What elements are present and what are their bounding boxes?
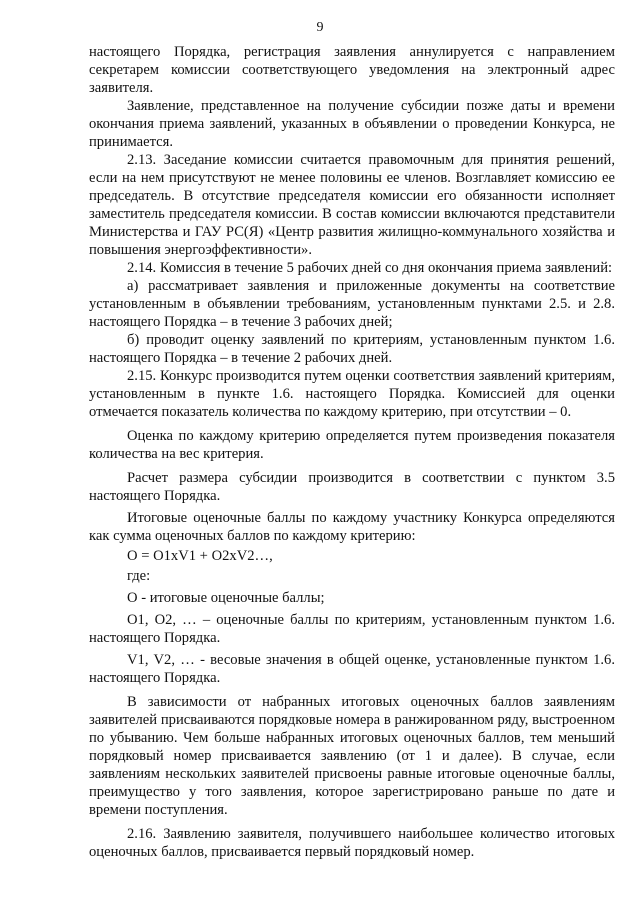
definition: О1, О2, … – оценочные баллы по критериям, установленным пунктом 1.6. настоящего Порядка. xyxy=(89,612,615,646)
document-body xyxy=(89,43,615,861)
formula: О = О1хV1 + О2хV2…, xyxy=(127,548,273,564)
paragraph: Оценка по каждому критерию определяется путем произведения показателя количества на вес критерия. xyxy=(89,428,615,462)
paragraph-2-15: 2.15. Конкурс производится путем оценки соответствия заявлений критериям, установленным в пункте 1.6. настоящего Порядка. Комиссией для оценки отмечается показатель количества по каждому критерию, при отсутствии – 0. xyxy=(89,368,615,420)
paragraph-2-13: 2.13. Заседание комиссии считается правомочным для принятия решений, если на нем присутствуют не менее половины ее членов. Возглавляет комиссию ее председатель. В отсутствие председателя комиссии его обязанности исполняет заместитель председателя комиссии. В состав комиссии включаются представители Министерства и ГАУ РС(Я) «Центр развития жилищно-коммунального хозяйства и повышения энергоэффективности». xyxy=(89,152,615,258)
paragraph-2-16: 2.16. Заявлению заявителя, получившего наибольшее количество итоговых оценочных баллов, присваивается первый порядковый номер. xyxy=(89,826,615,860)
paragraph: Расчет размера субсидии производится в соответствии с пунктом 3.5 настоящего Порядка. xyxy=(89,470,615,504)
paragraph: Заявление, представленное на получение субсидии позже даты и времени окончания приема заявлений, указанных в объявлении о проведении Конкурса, не принимается. xyxy=(89,98,615,150)
definition: О - итоговые оценочные баллы; xyxy=(127,590,325,606)
page-number: 9 xyxy=(316,20,324,35)
definition: V1, V2, … - весовые значения в общей оценке, установленные пунктом 1.6. настоящего Порядка. xyxy=(89,652,615,686)
list-item-b: б) проводит оценку заявлений по критериям, установленным пунктом 1.6. настоящего Порядка – в течение 2 рабочих дней. xyxy=(89,332,615,366)
list-item-a: а) рассматривает заявления и приложенные документы на соответствие установленным в объявлении требованиям, установленным пунктами 2.5. и 2.8. настоящего Порядка – в течение 3 рабочих дней; xyxy=(89,278,615,330)
paragraph: настоящего Порядка, регистрация заявления аннулируется с направлением секретарем комиссии соответствующего уведомления на электронный адрес заявителя. xyxy=(89,44,615,96)
paragraph-2-14: 2.14. Комиссия в течение 5 рабочих дней со дня окончания приема заявлений: xyxy=(127,260,613,276)
formula-where-label: где: xyxy=(127,568,151,584)
paragraph: Итоговые оценочные баллы по каждому участнику Конкурса определяются как сумма оценочных баллов по каждому критерию: xyxy=(89,510,615,544)
paragraph: В зависимости от набранных итоговых оценочных баллов заявлениям заявителей присваиваются порядковые номера в ранжированном ряду, выстроенном по убыванию. Чем больше набранных итоговых оценочных баллов, тем меньший порядковый номер присваивается заявлению (от 1 и далее). В случае, если заявлениям нескольких заявителей присвоены равные итоговые оценочные баллы, преимущество у того заявления, которое зарегистрировано раньше по дате и времени поступления. xyxy=(89,694,615,818)
